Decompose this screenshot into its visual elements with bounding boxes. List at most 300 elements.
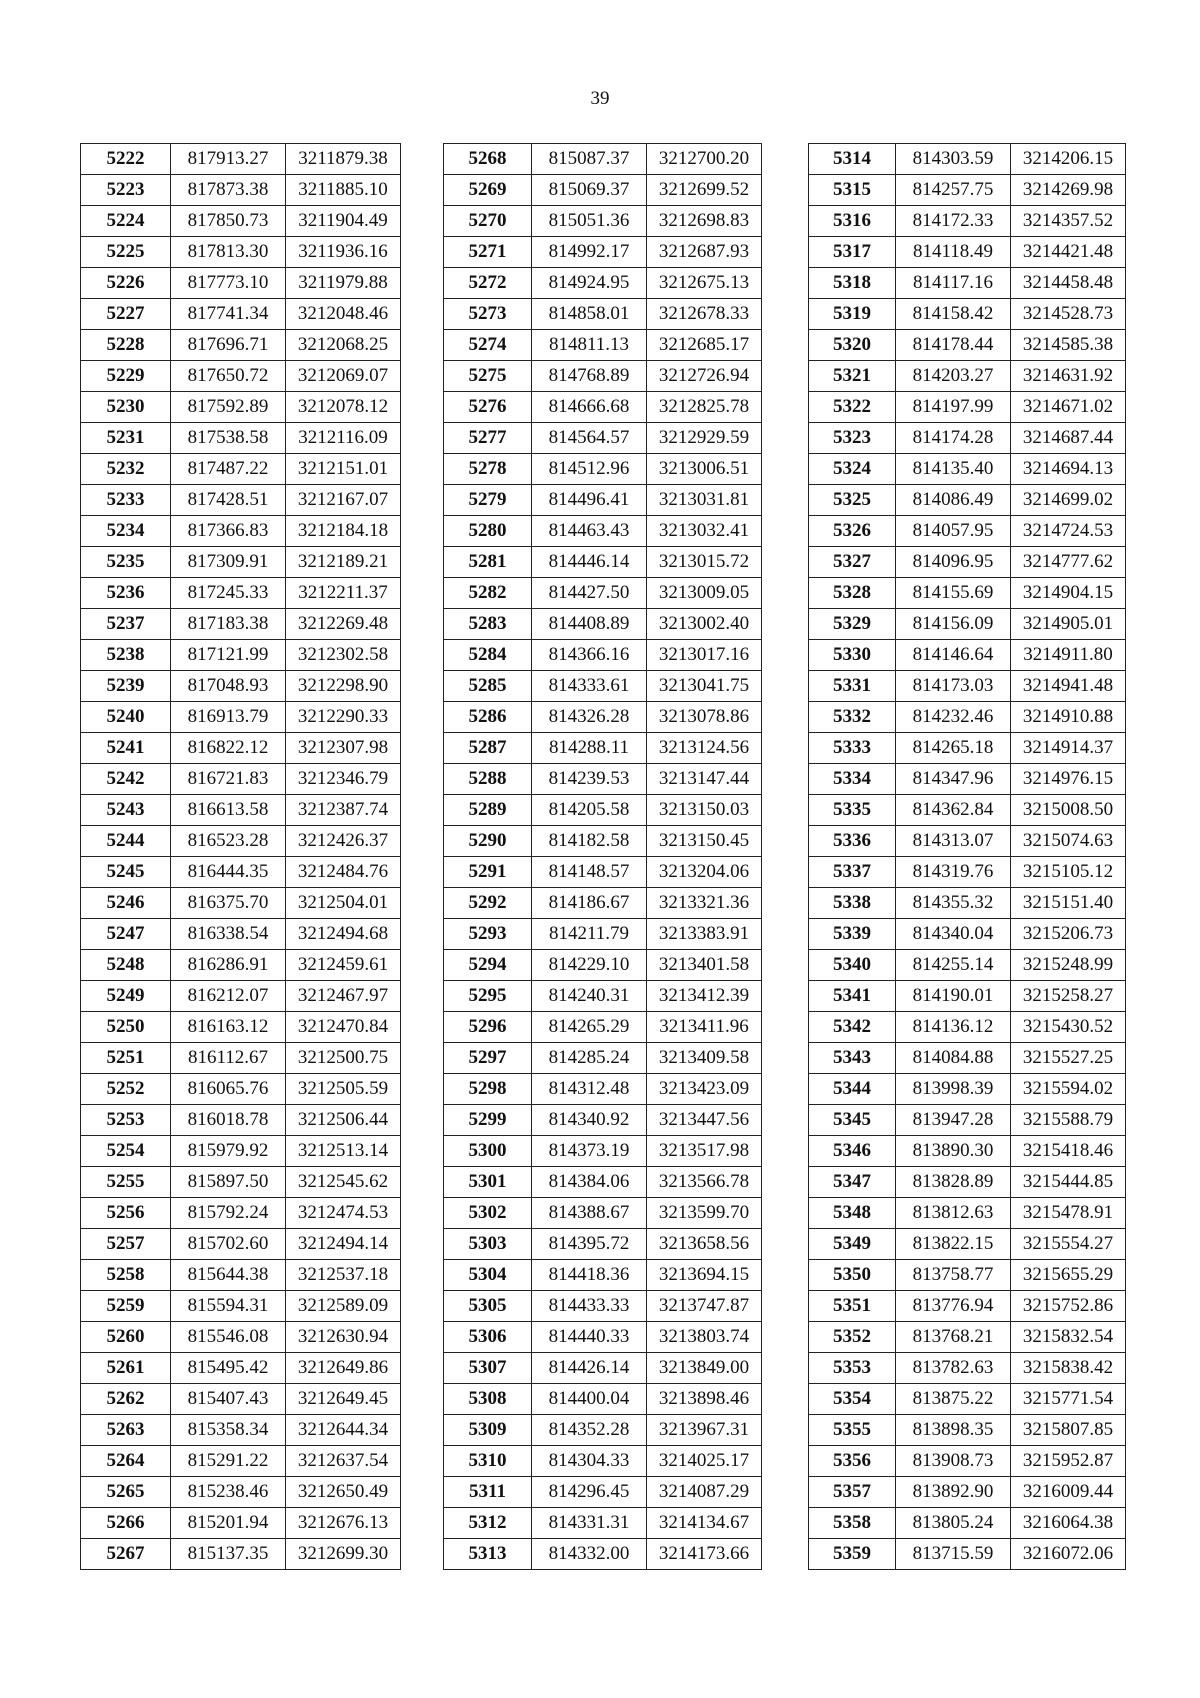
y-coordinate-cell: 3212699.30 (286, 1539, 401, 1570)
table-row (81, 330, 401, 361)
x-coordinate-cell: 814384.06 (532, 1167, 647, 1198)
point-number-cell: 5274 (444, 330, 532, 361)
table-row (81, 361, 401, 392)
x-coordinate-cell: 813947.28 (896, 1105, 1011, 1136)
x-coordinate-cell: 817873.38 (171, 175, 286, 206)
x-coordinate-cell: 815051.36 (532, 206, 647, 237)
y-coordinate-cell: 3215444.85 (1011, 1167, 1126, 1198)
table-row (809, 950, 1126, 981)
table-row (81, 1198, 401, 1229)
point-number-cell: 5293 (444, 919, 532, 950)
y-coordinate-cell: 3211885.10 (286, 175, 401, 206)
x-coordinate-cell: 814340.04 (896, 919, 1011, 950)
table-row (444, 423, 762, 454)
y-coordinate-cell: 3213017.16 (647, 640, 762, 671)
x-coordinate-cell: 814096.95 (896, 547, 1011, 578)
y-coordinate-cell: 3212637.54 (286, 1446, 401, 1477)
point-number-cell: 5349 (809, 1229, 896, 1260)
x-coordinate-cell: 817773.10 (171, 268, 286, 299)
point-number-cell: 5223 (81, 175, 171, 206)
table-row (81, 485, 401, 516)
point-number-cell: 5346 (809, 1136, 896, 1167)
y-coordinate-cell: 3214269.98 (1011, 175, 1126, 206)
point-number-cell: 5273 (444, 299, 532, 330)
table-row (81, 1384, 401, 1415)
point-number-cell: 5340 (809, 950, 896, 981)
table-row (809, 764, 1126, 795)
point-number-cell: 5283 (444, 609, 532, 640)
x-coordinate-cell: 814433.33 (532, 1291, 647, 1322)
y-coordinate-cell: 3212506.44 (286, 1105, 401, 1136)
y-coordinate-cell: 3213006.51 (647, 454, 762, 485)
point-number-cell: 5342 (809, 1012, 896, 1043)
table-row (444, 392, 762, 423)
table-row (444, 733, 762, 764)
point-number-cell: 5224 (81, 206, 171, 237)
table-row (81, 733, 401, 764)
table-row (81, 454, 401, 485)
point-number-cell: 5280 (444, 516, 532, 547)
x-coordinate-cell: 814362.84 (896, 795, 1011, 826)
y-coordinate-cell: 3212505.59 (286, 1074, 401, 1105)
x-coordinate-cell: 814326.28 (532, 702, 647, 733)
table-row (444, 206, 762, 237)
point-number-cell: 5321 (809, 361, 896, 392)
table-row (81, 1074, 401, 1105)
coordinate-table-left (80, 143, 401, 1570)
point-number-cell: 5319 (809, 299, 896, 330)
x-coordinate-cell: 815087.37 (532, 144, 647, 175)
point-number-cell: 5292 (444, 888, 532, 919)
x-coordinate-cell: 814355.32 (896, 888, 1011, 919)
page-number: 39 (590, 88, 610, 109)
table-row (81, 826, 401, 857)
y-coordinate-cell: 3215594.02 (1011, 1074, 1126, 1105)
x-coordinate-cell: 814186.67 (532, 888, 647, 919)
y-coordinate-cell: 3212116.09 (286, 423, 401, 454)
y-coordinate-cell: 3212500.75 (286, 1043, 401, 1074)
point-number-cell: 5277 (444, 423, 532, 454)
table-row (81, 1167, 401, 1198)
table-row (809, 423, 1126, 454)
point-number-cell: 5318 (809, 268, 896, 299)
x-coordinate-cell: 814440.33 (532, 1322, 647, 1353)
table-row (81, 888, 401, 919)
point-number-cell: 5271 (444, 237, 532, 268)
table-row (809, 981, 1126, 1012)
y-coordinate-cell: 3214631.92 (1011, 361, 1126, 392)
y-coordinate-cell: 3213967.31 (647, 1415, 762, 1446)
y-coordinate-cell: 3215258.27 (1011, 981, 1126, 1012)
y-coordinate-cell: 3214905.01 (1011, 609, 1126, 640)
y-coordinate-cell: 3214134.67 (647, 1508, 762, 1539)
x-coordinate-cell: 814182.58 (532, 826, 647, 857)
point-number-cell: 5272 (444, 268, 532, 299)
table-row (444, 578, 762, 609)
table-row (444, 1167, 762, 1198)
point-number-cell: 5307 (444, 1353, 532, 1384)
x-coordinate-cell: 814135.40 (896, 454, 1011, 485)
y-coordinate-cell: 3215832.54 (1011, 1322, 1126, 1353)
y-coordinate-cell: 3213015.72 (647, 547, 762, 578)
table-row (809, 330, 1126, 361)
table-row (809, 919, 1126, 950)
point-number-cell: 5358 (809, 1508, 896, 1539)
table-row (444, 454, 762, 485)
y-coordinate-cell: 3211979.88 (286, 268, 401, 299)
table-row (809, 795, 1126, 826)
x-coordinate-cell: 814811.13 (532, 330, 647, 361)
point-number-cell: 5261 (81, 1353, 171, 1384)
point-number-cell: 5339 (809, 919, 896, 950)
point-number-cell: 5296 (444, 1012, 532, 1043)
y-coordinate-cell: 3215151.40 (1011, 888, 1126, 919)
table-row (809, 1415, 1126, 1446)
table-row (81, 1229, 401, 1260)
y-coordinate-cell: 3212545.62 (286, 1167, 401, 1198)
x-coordinate-cell: 813998.39 (896, 1074, 1011, 1105)
y-coordinate-cell: 3215008.50 (1011, 795, 1126, 826)
y-coordinate-cell: 3215838.42 (1011, 1353, 1126, 1384)
y-coordinate-cell: 3212675.13 (647, 268, 762, 299)
x-coordinate-cell: 814296.45 (532, 1477, 647, 1508)
table-row (444, 671, 762, 702)
x-coordinate-cell: 813805.24 (896, 1508, 1011, 1539)
x-coordinate-cell: 814255.14 (896, 950, 1011, 981)
table-row (81, 981, 401, 1012)
x-coordinate-cell: 814174.28 (896, 423, 1011, 454)
point-number-cell: 5265 (81, 1477, 171, 1508)
y-coordinate-cell: 3213147.44 (647, 764, 762, 795)
y-coordinate-cell: 3215771.54 (1011, 1384, 1126, 1415)
x-coordinate-cell: 817487.22 (171, 454, 286, 485)
y-coordinate-cell: 3214777.62 (1011, 547, 1126, 578)
point-number-cell: 5268 (444, 144, 532, 175)
x-coordinate-cell: 813822.15 (896, 1229, 1011, 1260)
point-number-cell: 5288 (444, 764, 532, 795)
y-coordinate-cell: 3213423.09 (647, 1074, 762, 1105)
x-coordinate-cell: 814340.92 (532, 1105, 647, 1136)
y-coordinate-cell: 3216064.38 (1011, 1508, 1126, 1539)
point-number-cell: 5282 (444, 578, 532, 609)
x-coordinate-cell: 814084.88 (896, 1043, 1011, 1074)
y-coordinate-cell: 3212474.53 (286, 1198, 401, 1229)
x-coordinate-cell: 814086.49 (896, 485, 1011, 516)
y-coordinate-cell: 3213150.03 (647, 795, 762, 826)
table-row (809, 454, 1126, 485)
x-coordinate-cell: 814332.00 (532, 1539, 647, 1570)
y-coordinate-cell: 3215952.87 (1011, 1446, 1126, 1477)
y-coordinate-cell: 3212387.74 (286, 795, 401, 826)
point-number-cell: 5256 (81, 1198, 171, 1229)
x-coordinate-cell: 814768.89 (532, 361, 647, 392)
table-row (444, 919, 762, 950)
point-number-cell: 5250 (81, 1012, 171, 1043)
table-row (809, 1477, 1126, 1508)
y-coordinate-cell: 3212494.14 (286, 1229, 401, 1260)
table-row (809, 206, 1126, 237)
point-number-cell: 5331 (809, 671, 896, 702)
x-coordinate-cell: 815069.37 (532, 175, 647, 206)
y-coordinate-cell: 3213031.81 (647, 485, 762, 516)
y-coordinate-cell: 3212649.86 (286, 1353, 401, 1384)
point-number-cell: 5323 (809, 423, 896, 454)
point-number-cell: 5239 (81, 671, 171, 702)
x-coordinate-cell: 817813.30 (171, 237, 286, 268)
point-number-cell: 5326 (809, 516, 896, 547)
table-row (81, 1043, 401, 1074)
table-row (809, 237, 1126, 268)
x-coordinate-cell: 814203.27 (896, 361, 1011, 392)
point-number-cell: 5338 (809, 888, 896, 919)
y-coordinate-cell: 3213078.86 (647, 702, 762, 733)
table-row (809, 1229, 1126, 1260)
table-row (81, 1322, 401, 1353)
point-number-cell: 5329 (809, 609, 896, 640)
x-coordinate-cell: 816822.12 (171, 733, 286, 764)
point-number-cell: 5309 (444, 1415, 532, 1446)
point-number-cell: 5359 (809, 1539, 896, 1570)
x-coordinate-cell: 817245.33 (171, 578, 286, 609)
point-number-cell: 5322 (809, 392, 896, 423)
y-coordinate-cell: 3214025.17 (647, 1446, 762, 1477)
table-row (809, 1074, 1126, 1105)
x-coordinate-cell: 813782.63 (896, 1353, 1011, 1384)
point-number-cell: 5344 (809, 1074, 896, 1105)
point-number-cell: 5229 (81, 361, 171, 392)
y-coordinate-cell: 3212470.84 (286, 1012, 401, 1043)
x-coordinate-cell: 817428.51 (171, 485, 286, 516)
y-coordinate-cell: 3212676.13 (286, 1508, 401, 1539)
y-coordinate-cell: 3215105.12 (1011, 857, 1126, 888)
table-row (444, 1043, 762, 1074)
y-coordinate-cell: 3215554.27 (1011, 1229, 1126, 1260)
table-row (444, 237, 762, 268)
point-number-cell: 5304 (444, 1260, 532, 1291)
y-coordinate-cell: 3212189.21 (286, 547, 401, 578)
y-coordinate-cell: 3212494.68 (286, 919, 401, 950)
x-coordinate-cell: 814924.95 (532, 268, 647, 299)
x-coordinate-cell: 814331.31 (532, 1508, 647, 1539)
table-row (809, 1105, 1126, 1136)
table-row (81, 857, 401, 888)
x-coordinate-cell: 816018.78 (171, 1105, 286, 1136)
table-row (81, 640, 401, 671)
point-number-cell: 5335 (809, 795, 896, 826)
table-row (444, 857, 762, 888)
y-coordinate-cell: 3214087.29 (647, 1477, 762, 1508)
y-coordinate-cell: 3212504.01 (286, 888, 401, 919)
x-coordinate-cell: 813715.59 (896, 1539, 1011, 1570)
point-number-cell: 5267 (81, 1539, 171, 1570)
point-number-cell: 5236 (81, 578, 171, 609)
point-number-cell: 5222 (81, 144, 171, 175)
x-coordinate-cell: 813776.94 (896, 1291, 1011, 1322)
point-number-cell: 5320 (809, 330, 896, 361)
x-coordinate-cell: 815495.42 (171, 1353, 286, 1384)
x-coordinate-cell: 815792.24 (171, 1198, 286, 1229)
point-number-cell: 5353 (809, 1353, 896, 1384)
table-row (809, 609, 1126, 640)
point-number-cell: 5300 (444, 1136, 532, 1167)
table-row (809, 1136, 1126, 1167)
y-coordinate-cell: 3214206.15 (1011, 144, 1126, 175)
point-number-cell: 5295 (444, 981, 532, 1012)
table-row (809, 1446, 1126, 1477)
table-row (444, 795, 762, 826)
table-row (444, 1415, 762, 1446)
point-number-cell: 5306 (444, 1322, 532, 1353)
x-coordinate-cell: 814178.44 (896, 330, 1011, 361)
table-row (444, 950, 762, 981)
x-coordinate-cell: 814858.01 (532, 299, 647, 330)
table-row (81, 795, 401, 826)
point-number-cell: 5345 (809, 1105, 896, 1136)
x-coordinate-cell: 815137.35 (171, 1539, 286, 1570)
table-row (809, 1043, 1126, 1074)
table-row (809, 485, 1126, 516)
table-row (81, 671, 401, 702)
x-coordinate-cell: 816212.07 (171, 981, 286, 1012)
table-row (444, 1384, 762, 1415)
x-coordinate-cell: 817048.93 (171, 671, 286, 702)
table-row (444, 764, 762, 795)
table-row (81, 702, 401, 733)
y-coordinate-cell: 3214671.02 (1011, 392, 1126, 423)
x-coordinate-cell: 813758.77 (896, 1260, 1011, 1291)
y-coordinate-cell: 3215430.52 (1011, 1012, 1126, 1043)
table-row (809, 1012, 1126, 1043)
x-coordinate-cell: 817850.73 (171, 206, 286, 237)
x-coordinate-cell: 817538.58 (171, 423, 286, 454)
x-coordinate-cell: 817913.27 (171, 144, 286, 175)
x-coordinate-cell: 813768.21 (896, 1322, 1011, 1353)
point-number-cell: 5252 (81, 1074, 171, 1105)
y-coordinate-cell: 3212699.52 (647, 175, 762, 206)
point-number-cell: 5263 (81, 1415, 171, 1446)
point-number-cell: 5258 (81, 1260, 171, 1291)
y-coordinate-cell: 3213401.58 (647, 950, 762, 981)
x-coordinate-cell: 814158.42 (896, 299, 1011, 330)
point-number-cell: 5347 (809, 1167, 896, 1198)
y-coordinate-cell: 3212685.17 (647, 330, 762, 361)
y-coordinate-cell: 3212211.37 (286, 578, 401, 609)
x-coordinate-cell: 814427.50 (532, 578, 647, 609)
point-number-cell: 5350 (809, 1260, 896, 1291)
point-number-cell: 5354 (809, 1384, 896, 1415)
table-row (444, 299, 762, 330)
point-number-cell: 5249 (81, 981, 171, 1012)
x-coordinate-cell: 817309.91 (171, 547, 286, 578)
coordinate-table-right (808, 143, 1126, 1570)
point-number-cell: 5299 (444, 1105, 532, 1136)
table-row (809, 547, 1126, 578)
x-coordinate-cell: 816338.54 (171, 919, 286, 950)
table-row (809, 1198, 1126, 1229)
table-row (809, 826, 1126, 857)
table-row (809, 1353, 1126, 1384)
x-coordinate-cell: 813908.73 (896, 1446, 1011, 1477)
point-number-cell: 5330 (809, 640, 896, 671)
point-number-cell: 5232 (81, 454, 171, 485)
x-coordinate-cell: 814408.89 (532, 609, 647, 640)
point-number-cell: 5281 (444, 547, 532, 578)
x-coordinate-cell: 815238.46 (171, 1477, 286, 1508)
table-row (809, 361, 1126, 392)
table-row (444, 702, 762, 733)
table-row (81, 1508, 401, 1539)
table-row (81, 1012, 401, 1043)
x-coordinate-cell: 814992.17 (532, 237, 647, 268)
point-number-cell: 5352 (809, 1322, 896, 1353)
x-coordinate-cell: 816375.70 (171, 888, 286, 919)
point-number-cell: 5266 (81, 1508, 171, 1539)
x-coordinate-cell: 814512.96 (532, 454, 647, 485)
table-row (444, 547, 762, 578)
table-row (81, 299, 401, 330)
point-number-cell: 5356 (809, 1446, 896, 1477)
y-coordinate-cell: 3215206.73 (1011, 919, 1126, 950)
table-row (444, 1198, 762, 1229)
point-number-cell: 5235 (81, 547, 171, 578)
y-coordinate-cell: 3212346.79 (286, 764, 401, 795)
table-row (809, 1260, 1126, 1291)
point-number-cell: 5248 (81, 950, 171, 981)
y-coordinate-cell: 3213658.56 (647, 1229, 762, 1260)
table-row (81, 423, 401, 454)
point-number-cell: 5228 (81, 330, 171, 361)
point-number-cell: 5270 (444, 206, 532, 237)
point-number-cell: 5324 (809, 454, 896, 485)
table-row (444, 1260, 762, 1291)
y-coordinate-cell: 3214528.73 (1011, 299, 1126, 330)
x-coordinate-cell: 816444.35 (171, 857, 286, 888)
y-coordinate-cell: 3213032.41 (647, 516, 762, 547)
point-number-cell: 5225 (81, 237, 171, 268)
x-coordinate-cell: 816913.79 (171, 702, 286, 733)
x-coordinate-cell: 814285.24 (532, 1043, 647, 1074)
point-number-cell: 5310 (444, 1446, 532, 1477)
x-coordinate-cell: 816112.67 (171, 1043, 286, 1074)
point-number-cell: 5337 (809, 857, 896, 888)
y-coordinate-cell: 3215588.79 (1011, 1105, 1126, 1136)
point-number-cell: 5341 (809, 981, 896, 1012)
y-coordinate-cell: 3213849.00 (647, 1353, 762, 1384)
point-number-cell: 5286 (444, 702, 532, 733)
y-coordinate-cell: 3212307.98 (286, 733, 401, 764)
point-number-cell: 5246 (81, 888, 171, 919)
x-coordinate-cell: 814366.16 (532, 640, 647, 671)
point-number-cell: 5234 (81, 516, 171, 547)
point-number-cell: 5327 (809, 547, 896, 578)
point-number-cell: 5259 (81, 1291, 171, 1322)
x-coordinate-cell: 814146.64 (896, 640, 1011, 671)
y-coordinate-cell: 3214458.48 (1011, 268, 1126, 299)
point-number-cell: 5297 (444, 1043, 532, 1074)
x-coordinate-cell: 816065.76 (171, 1074, 286, 1105)
point-number-cell: 5255 (81, 1167, 171, 1198)
x-coordinate-cell: 815644.38 (171, 1260, 286, 1291)
y-coordinate-cell: 3214904.15 (1011, 578, 1126, 609)
y-coordinate-cell: 3212678.33 (647, 299, 762, 330)
x-coordinate-cell: 814418.36 (532, 1260, 647, 1291)
y-coordinate-cell: 3212151.01 (286, 454, 401, 485)
y-coordinate-cell: 3216072.06 (1011, 1539, 1126, 1570)
x-coordinate-cell: 815358.34 (171, 1415, 286, 1446)
y-coordinate-cell: 3214914.37 (1011, 733, 1126, 764)
table-row (81, 1477, 401, 1508)
table-row (444, 1291, 762, 1322)
